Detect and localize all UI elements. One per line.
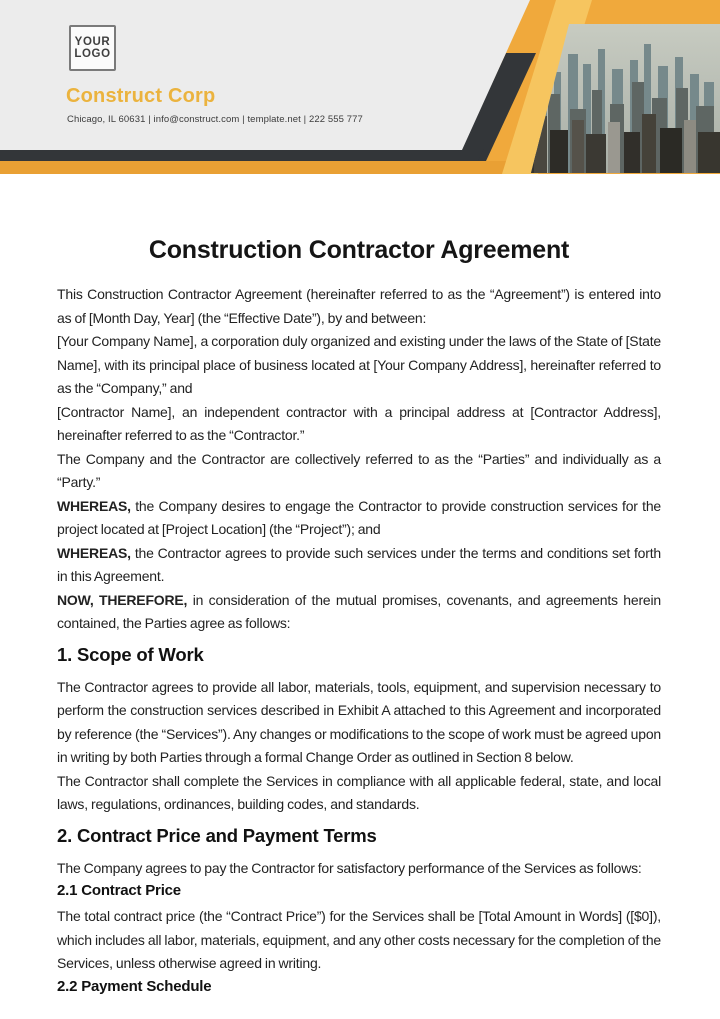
paragraph-company-party: [Your Company Name], a corporation duly organized and existing under the laws of the State of [State Name], with its principal place of business located at [Your Company Address], hereinafter referred to as the “Company,” and xyxy=(57,333,661,396)
paragraph-scope-1: The Contractor agrees to provide all labor, materials, tools, equipment, and supervision necessary to perform the construction services described in Exhibit A attached to this Agreement and incorporated by reference (the “Services”). Any changes or modifications to the scope of work must be agreed upon in writing by both Parties through a formal Change Order as outlined in Section 8 below. xyxy=(57,678,661,765)
section-heading-contract-price: 2. Contract Price and Payment Terms xyxy=(57,824,377,846)
company-name: Construct Corp xyxy=(66,85,216,107)
logo-text-line2: LOGO xyxy=(74,48,111,60)
document-title: Construction Contractor Agreement xyxy=(148,236,570,264)
paragraph-scope-2: The Contractor shall complete the Services in compliance with all applicable federal, state, and local laws, regulations, ordinances, building codes, and standards. xyxy=(57,772,661,812)
subsection-heading-contract-price: 2.1 Contract Price xyxy=(57,882,181,899)
paragraph-parties: The Company and the Contractor are collectively referred to as the “Parties” and individually as a “Party.” xyxy=(57,450,661,490)
subsection-heading-payment-schedule: 2.2 Payment Schedule xyxy=(57,977,212,995)
paragraph-now-therefore: NOW, THEREFORE, in consideration of the mutual promises, covenants, and agreements herein contained, the Parties agree as follows: xyxy=(57,591,661,631)
header-banner xyxy=(0,0,720,174)
paragraph-whereas-1: WHEREAS, the Company desires to engage the Contractor to provide construction services for the project located at [Project Location] (the “Project”); and xyxy=(57,497,661,537)
paragraph-intro: This Construction Contractor Agreement (hereinafter referred to as the “Agreement”) is entered into as of [Month Day, Year] (the “Effective Date”), by and between: xyxy=(57,286,661,326)
paragraph-contract-price: The total contract price (the “Contract Price”) for the Services shall be [Total Amount in Words] ([$0]), which includes all labor, materials, equipment, and any other costs necessary for the completion of the Services, unless otherwise agreed in writing. xyxy=(57,908,661,971)
logo-text-line1: YOUR xyxy=(74,36,111,48)
paragraph-whereas-2: WHEREAS, the Contractor agrees to provide such services under the terms and conditions set forth in this Agreement. xyxy=(57,544,661,584)
paragraph-payment-intro: The Company agrees to pay the Contractor for satisfactory performance of the Services as follows: xyxy=(57,859,642,876)
section-heading-scope-of-work: 1. Scope of Work xyxy=(57,643,204,665)
company-contact-line: Chicago, IL 60631 | info@construct.com | template.net | 222 555 777 xyxy=(67,114,363,125)
document-body xyxy=(0,174,720,1019)
paragraph-contractor-party: [Contractor Name], an independent contractor with a principal address at [Contractor Address], hereinafter referred to as the “Contractor.” xyxy=(57,403,661,443)
your-logo-placeholder xyxy=(69,25,116,71)
